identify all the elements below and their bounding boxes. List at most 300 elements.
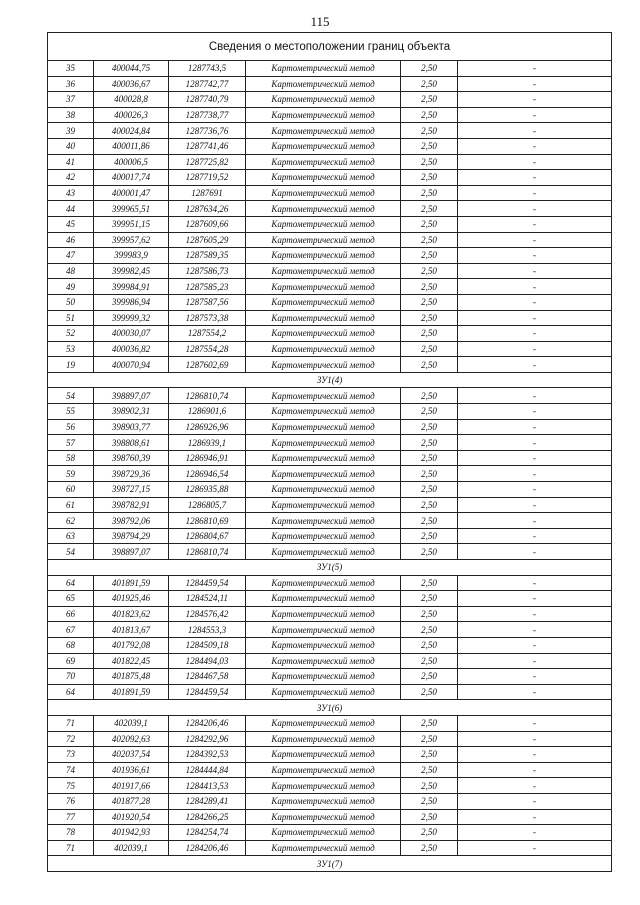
table-row [48, 653, 612, 669]
x-coordinate-cell: 398792,06 [94, 513, 169, 529]
x-coordinate-cell: 401877,28 [94, 793, 169, 809]
method-cell: Картометрический метод [246, 513, 401, 529]
accuracy-cell: 2,50 [401, 575, 458, 591]
point-number-cell: 75 [48, 778, 94, 794]
method-cell: Картометрический метод [246, 591, 401, 607]
method-cell: Картометрический метод [246, 466, 401, 482]
method-cell: Картометрический метод [246, 216, 401, 232]
description-cell: - [458, 715, 612, 731]
x-coordinate-cell: 401891,59 [94, 575, 169, 591]
point-number-cell: 53 [48, 341, 94, 357]
point-number-cell: 39 [48, 123, 94, 139]
y-coordinate-cell: 1286805,7 [169, 497, 246, 513]
method-cell: Картометрический метод [246, 528, 401, 544]
table-row [48, 606, 612, 622]
method-cell: Картометрический метод [246, 778, 401, 794]
x-coordinate-cell: 400036,67 [94, 76, 169, 92]
accuracy-cell: 2,50 [401, 138, 458, 154]
table-row [48, 793, 612, 809]
section-label: ЗУ1(7) [48, 856, 612, 872]
description-cell: - [458, 684, 612, 700]
x-coordinate-cell: 399957,62 [94, 232, 169, 248]
point-number-cell: 55 [48, 404, 94, 420]
y-coordinate-cell: 1287741,46 [169, 138, 246, 154]
point-number-cell: 59 [48, 466, 94, 482]
description-cell: - [458, 357, 612, 373]
point-number-cell: 77 [48, 809, 94, 825]
description-cell: - [458, 497, 612, 513]
accuracy-cell: 2,50 [401, 825, 458, 841]
accuracy-cell: 2,50 [401, 388, 458, 404]
x-coordinate-cell: 400044,75 [94, 61, 169, 77]
point-number-cell: 35 [48, 61, 94, 77]
point-number-cell: 48 [48, 263, 94, 279]
method-cell: Картометрический метод [246, 185, 401, 201]
table-row [48, 731, 612, 747]
x-coordinate-cell: 398808,61 [94, 435, 169, 451]
point-number-cell: 66 [48, 606, 94, 622]
y-coordinate-cell: 1286810,69 [169, 513, 246, 529]
x-coordinate-cell: 398760,39 [94, 450, 169, 466]
table-row [48, 201, 612, 217]
table-row [48, 637, 612, 653]
section-label: ЗУ1(6) [48, 700, 612, 716]
point-number-cell: 63 [48, 528, 94, 544]
description-cell: - [458, 575, 612, 591]
table-row [48, 435, 612, 451]
method-cell: Картометрический метод [246, 357, 401, 373]
point-number-cell: 74 [48, 762, 94, 778]
x-coordinate-cell: 399965,51 [94, 201, 169, 217]
table-row [48, 185, 612, 201]
table-row [48, 684, 612, 700]
y-coordinate-cell: 1287738,77 [169, 107, 246, 123]
point-number-cell: 71 [48, 840, 94, 856]
method-cell: Картометрический метод [246, 326, 401, 342]
accuracy-cell: 2,50 [401, 310, 458, 326]
description-cell: - [458, 404, 612, 420]
accuracy-cell: 2,50 [401, 216, 458, 232]
accuracy-cell: 2,50 [401, 435, 458, 451]
description-cell: - [458, 76, 612, 92]
x-coordinate-cell: 402092,63 [94, 731, 169, 747]
y-coordinate-cell: 1287691 [169, 185, 246, 201]
y-coordinate-cell: 1287605,29 [169, 232, 246, 248]
accuracy-cell: 2,50 [401, 294, 458, 310]
x-coordinate-cell: 400026,3 [94, 107, 169, 123]
accuracy-cell: 2,50 [401, 793, 458, 809]
accuracy-cell: 2,50 [401, 185, 458, 201]
x-coordinate-cell: 401936,61 [94, 762, 169, 778]
description-cell: - [458, 341, 612, 357]
x-coordinate-cell: 398903,77 [94, 419, 169, 435]
description-cell: - [458, 513, 612, 529]
method-cell: Картометрический метод [246, 684, 401, 700]
method-cell: Картометрический метод [246, 294, 401, 310]
point-number-cell: 73 [48, 747, 94, 763]
x-coordinate-cell: 401925,46 [94, 591, 169, 607]
y-coordinate-cell: 1286810,74 [169, 388, 246, 404]
y-coordinate-cell: 1284553,3 [169, 622, 246, 638]
y-coordinate-cell: 1284292,96 [169, 731, 246, 747]
point-number-cell: 44 [48, 201, 94, 217]
method-cell: Картометрический метод [246, 154, 401, 170]
y-coordinate-cell: 1287736,76 [169, 123, 246, 139]
description-cell: - [458, 310, 612, 326]
y-coordinate-cell: 1287602,69 [169, 357, 246, 373]
table-row [48, 138, 612, 154]
x-coordinate-cell: 401822,45 [94, 653, 169, 669]
method-cell: Картометрический метод [246, 762, 401, 778]
accuracy-cell: 2,50 [401, 482, 458, 498]
point-number-cell: 54 [48, 388, 94, 404]
description-cell: - [458, 201, 612, 217]
y-coordinate-cell: 1287586,73 [169, 263, 246, 279]
table-title-row [48, 33, 612, 61]
x-coordinate-cell: 398897,07 [94, 388, 169, 404]
description-cell: - [458, 840, 612, 856]
table-row [48, 497, 612, 513]
x-coordinate-cell: 401823,62 [94, 606, 169, 622]
accuracy-cell: 2,50 [401, 715, 458, 731]
section-header-row [48, 856, 612, 872]
table-row [48, 544, 612, 560]
point-number-cell: 38 [48, 107, 94, 123]
y-coordinate-cell: 1287573,38 [169, 310, 246, 326]
point-number-cell: 40 [48, 138, 94, 154]
y-coordinate-cell: 1287554,2 [169, 326, 246, 342]
point-number-cell: 70 [48, 669, 94, 685]
description-cell: - [458, 762, 612, 778]
y-coordinate-cell: 1284413,53 [169, 778, 246, 794]
description-cell: - [458, 450, 612, 466]
x-coordinate-cell: 401792,08 [94, 637, 169, 653]
point-number-cell: 58 [48, 450, 94, 466]
accuracy-cell: 2,50 [401, 201, 458, 217]
table-row [48, 107, 612, 123]
y-coordinate-cell: 1287743,5 [169, 61, 246, 77]
description-cell: - [458, 279, 612, 295]
point-number-cell: 46 [48, 232, 94, 248]
method-cell: Картометрический метод [246, 248, 401, 264]
table-row [48, 809, 612, 825]
method-cell: Картометрический метод [246, 653, 401, 669]
y-coordinate-cell: 1284494,03 [169, 653, 246, 669]
description-cell: - [458, 61, 612, 77]
table-row [48, 76, 612, 92]
y-coordinate-cell: 1284576,42 [169, 606, 246, 622]
y-coordinate-cell: 1284206,46 [169, 715, 246, 731]
y-coordinate-cell: 1284289,41 [169, 793, 246, 809]
method-cell: Картометрический метод [246, 544, 401, 560]
method-cell: Картометрический метод [246, 419, 401, 435]
x-coordinate-cell: 401920,54 [94, 809, 169, 825]
accuracy-cell: 2,50 [401, 263, 458, 279]
section-label: ЗУ1(4) [48, 372, 612, 388]
method-cell: Картометрический метод [246, 92, 401, 108]
x-coordinate-cell: 400017,74 [94, 170, 169, 186]
section-header-row [48, 560, 612, 576]
point-number-cell: 52 [48, 326, 94, 342]
description-cell: - [458, 388, 612, 404]
y-coordinate-cell: 1287609,66 [169, 216, 246, 232]
description-cell: - [458, 326, 612, 342]
x-coordinate-cell: 400030,07 [94, 326, 169, 342]
accuracy-cell: 2,50 [401, 61, 458, 77]
x-coordinate-cell: 400001,47 [94, 185, 169, 201]
y-coordinate-cell: 1287554,28 [169, 341, 246, 357]
accuracy-cell: 2,50 [401, 544, 458, 560]
point-number-cell: 37 [48, 92, 94, 108]
method-cell: Картометрический метод [246, 232, 401, 248]
table-row [48, 591, 612, 607]
accuracy-cell: 2,50 [401, 341, 458, 357]
y-coordinate-cell: 1286810,74 [169, 544, 246, 560]
method-cell: Картометрический метод [246, 669, 401, 685]
table-row [48, 248, 612, 264]
accuracy-cell: 2,50 [401, 669, 458, 685]
x-coordinate-cell: 400036,82 [94, 341, 169, 357]
x-coordinate-cell: 400011,86 [94, 138, 169, 154]
method-cell: Картометрический метод [246, 310, 401, 326]
method-cell: Картометрический метод [246, 279, 401, 295]
y-coordinate-cell: 1284509,18 [169, 637, 246, 653]
accuracy-cell: 2,50 [401, 419, 458, 435]
point-number-cell: 65 [48, 591, 94, 607]
y-coordinate-cell: 1287740,79 [169, 92, 246, 108]
y-coordinate-cell: 1286804,67 [169, 528, 246, 544]
y-coordinate-cell: 1287719,52 [169, 170, 246, 186]
table-row [48, 575, 612, 591]
accuracy-cell: 2,50 [401, 326, 458, 342]
accuracy-cell: 2,50 [401, 357, 458, 373]
description-cell: - [458, 216, 612, 232]
x-coordinate-cell: 402037,54 [94, 747, 169, 763]
method-cell: Картометрический метод [246, 606, 401, 622]
table-row [48, 466, 612, 482]
table-row [48, 232, 612, 248]
table-row [48, 61, 612, 77]
table-row [48, 92, 612, 108]
method-cell: Картометрический метод [246, 637, 401, 653]
description-cell: - [458, 793, 612, 809]
table-row [48, 216, 612, 232]
point-number-cell: 71 [48, 715, 94, 731]
method-cell: Картометрический метод [246, 107, 401, 123]
table-row [48, 310, 612, 326]
description-cell: - [458, 154, 612, 170]
table-row [48, 279, 612, 295]
table-row [48, 622, 612, 638]
point-number-cell: 54 [48, 544, 94, 560]
x-coordinate-cell: 401875,48 [94, 669, 169, 685]
accuracy-cell: 2,50 [401, 466, 458, 482]
table-row [48, 388, 612, 404]
table-row [48, 482, 612, 498]
table-row [48, 170, 612, 186]
description-cell: - [458, 606, 612, 622]
point-number-cell: 45 [48, 216, 94, 232]
description-cell: - [458, 466, 612, 482]
x-coordinate-cell: 399951,15 [94, 216, 169, 232]
y-coordinate-cell: 1284444,84 [169, 762, 246, 778]
description-cell: - [458, 92, 612, 108]
description-cell: - [458, 809, 612, 825]
table-row [48, 715, 612, 731]
y-coordinate-cell: 1287725,82 [169, 154, 246, 170]
table-row [48, 747, 612, 763]
description-cell: - [458, 248, 612, 264]
description-cell: - [458, 637, 612, 653]
description-cell: - [458, 263, 612, 279]
accuracy-cell: 2,50 [401, 778, 458, 794]
accuracy-cell: 2,50 [401, 840, 458, 856]
y-coordinate-cell: 1287589,35 [169, 248, 246, 264]
table-row [48, 404, 612, 420]
table-row [48, 762, 612, 778]
accuracy-cell: 2,50 [401, 123, 458, 139]
point-number-cell: 51 [48, 310, 94, 326]
x-coordinate-cell: 398782,91 [94, 497, 169, 513]
x-coordinate-cell: 400006,5 [94, 154, 169, 170]
table-row [48, 357, 612, 373]
section-header-row [48, 700, 612, 716]
section-header-row [48, 372, 612, 388]
description-cell: - [458, 185, 612, 201]
description-cell: - [458, 778, 612, 794]
description-cell: - [458, 622, 612, 638]
y-coordinate-cell: 1287742,77 [169, 76, 246, 92]
method-cell: Картометрический метод [246, 341, 401, 357]
page-number: 115 [310, 14, 330, 29]
table-row [48, 263, 612, 279]
description-cell: - [458, 294, 612, 310]
y-coordinate-cell: 1286946,91 [169, 450, 246, 466]
accuracy-cell: 2,50 [401, 513, 458, 529]
y-coordinate-cell: 1284254,74 [169, 825, 246, 841]
y-coordinate-cell: 1287585,23 [169, 279, 246, 295]
table-row [48, 513, 612, 529]
table-row [48, 825, 612, 841]
point-number-cell: 42 [48, 170, 94, 186]
accuracy-cell: 2,50 [401, 528, 458, 544]
point-number-cell: 76 [48, 793, 94, 809]
method-cell: Картометрический метод [246, 715, 401, 731]
table-row [48, 528, 612, 544]
y-coordinate-cell: 1284467,58 [169, 669, 246, 685]
description-cell: - [458, 435, 612, 451]
accuracy-cell: 2,50 [401, 591, 458, 607]
description-cell: - [458, 232, 612, 248]
y-coordinate-cell: 1286901,6 [169, 404, 246, 420]
method-cell: Картометрический метод [246, 450, 401, 466]
section-label: ЗУ1(5) [48, 560, 612, 576]
x-coordinate-cell: 399984,91 [94, 279, 169, 295]
accuracy-cell: 2,50 [401, 762, 458, 778]
x-coordinate-cell: 398897,07 [94, 544, 169, 560]
description-cell: - [458, 653, 612, 669]
accuracy-cell: 2,50 [401, 622, 458, 638]
x-coordinate-cell: 398729,36 [94, 466, 169, 482]
point-number-cell: 64 [48, 575, 94, 591]
accuracy-cell: 2,50 [401, 450, 458, 466]
accuracy-cell: 2,50 [401, 404, 458, 420]
accuracy-cell: 2,50 [401, 731, 458, 747]
table-row [48, 326, 612, 342]
point-number-cell: 57 [48, 435, 94, 451]
method-cell: Картометрический метод [246, 138, 401, 154]
method-cell: Картометрический метод [246, 825, 401, 841]
description-cell: - [458, 170, 612, 186]
accuracy-cell: 2,50 [401, 279, 458, 295]
point-number-cell: 50 [48, 294, 94, 310]
method-cell: Картометрический метод [246, 840, 401, 856]
table-row [48, 294, 612, 310]
table-row [48, 450, 612, 466]
method-cell: Картометрический метод [246, 123, 401, 139]
point-number-cell: 56 [48, 419, 94, 435]
point-number-cell: 69 [48, 653, 94, 669]
method-cell: Картометрический метод [246, 263, 401, 279]
y-coordinate-cell: 1284459,54 [169, 575, 246, 591]
description-cell: - [458, 138, 612, 154]
x-coordinate-cell: 398794,29 [94, 528, 169, 544]
accuracy-cell: 2,50 [401, 107, 458, 123]
x-coordinate-cell: 400028,8 [94, 92, 169, 108]
accuracy-cell: 2,50 [401, 684, 458, 700]
x-coordinate-cell: 399999,32 [94, 310, 169, 326]
y-coordinate-cell: 1287587,56 [169, 294, 246, 310]
y-coordinate-cell: 1286935,88 [169, 482, 246, 498]
point-number-cell: 67 [48, 622, 94, 638]
description-cell: - [458, 419, 612, 435]
x-coordinate-cell: 401917,66 [94, 778, 169, 794]
method-cell: Картометрический метод [246, 201, 401, 217]
point-number-cell: 64 [48, 684, 94, 700]
point-number-cell: 60 [48, 482, 94, 498]
description-cell: - [458, 731, 612, 747]
point-number-cell: 47 [48, 248, 94, 264]
description-cell: - [458, 747, 612, 763]
method-cell: Картометрический метод [246, 388, 401, 404]
x-coordinate-cell: 401942,93 [94, 825, 169, 841]
table-row [48, 154, 612, 170]
method-cell: Картометрический метод [246, 575, 401, 591]
accuracy-cell: 2,50 [401, 170, 458, 186]
point-number-cell: 61 [48, 497, 94, 513]
x-coordinate-cell: 402039,1 [94, 715, 169, 731]
y-coordinate-cell: 1284266,25 [169, 809, 246, 825]
x-coordinate-cell: 399982,45 [94, 263, 169, 279]
description-cell: - [458, 528, 612, 544]
table-row [48, 341, 612, 357]
description-cell: - [458, 825, 612, 841]
method-cell: Картометрический метод [246, 622, 401, 638]
y-coordinate-cell: 1286939,1 [169, 435, 246, 451]
method-cell: Картометрический метод [246, 61, 401, 77]
accuracy-cell: 2,50 [401, 154, 458, 170]
method-cell: Картометрический метод [246, 482, 401, 498]
y-coordinate-cell: 1284524,11 [169, 591, 246, 607]
table-row [48, 419, 612, 435]
x-coordinate-cell: 398902,31 [94, 404, 169, 420]
accuracy-cell: 2,50 [401, 497, 458, 513]
y-coordinate-cell: 1287634,26 [169, 201, 246, 217]
method-cell: Картометрический метод [246, 76, 401, 92]
point-number-cell: 68 [48, 637, 94, 653]
point-number-cell: 49 [48, 279, 94, 295]
point-number-cell: 19 [48, 357, 94, 373]
